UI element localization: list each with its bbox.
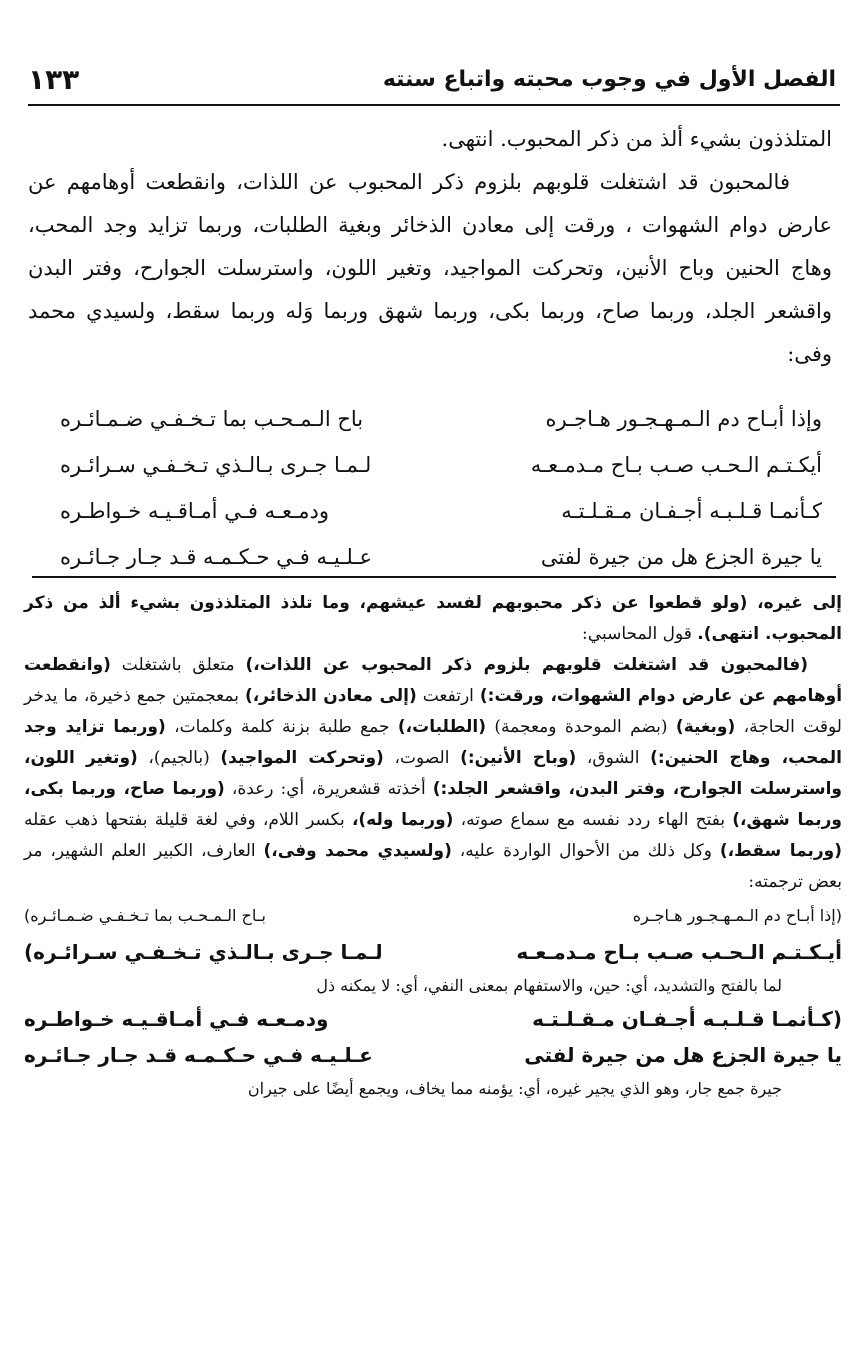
commentary-text: وكل ذلك من الأحوال الواردة عليه، [451,841,720,861]
commentary-quote: (وتحركت المواجيد) [220,748,384,768]
commentary-quote: (وربما وله)، [351,810,454,830]
commentary-text: جمع طلبة بزنة كلمة وكلمات، [165,717,398,737]
verse-first-hemistich: أيكـتـم الـحـب صـب بـاح مـدمـعـه [530,453,822,477]
page-number: ١٣٣ [28,62,80,96]
commentary-text: الصوت، [383,748,461,768]
commentary-paragraph-2 [24,650,842,898]
poem-verse [60,534,822,580]
commentary-verse [24,898,842,934]
verse-second-hemistich: ودمـعـه فـي أمـاقـيـه خـواطـره [24,1007,329,1031]
commentary-quote: (إلى معادن الذخائر،) [244,686,417,706]
verse-second-hemistich: عـلـيـه فـي حـكـمـه قـد جـار جـائـره [60,545,373,569]
commentary-text: (بضم الموحدة ومعجمة) [486,717,676,737]
commentary [24,588,842,1104]
verse-first-hemistich: أيـكـتـم الـحـب صـب بـاح مـدمـعـه [516,940,842,964]
commentary-quote: (وربما سقط،) [719,841,842,861]
commentary-quote: (وتغير اللون، واسترسلت الجوارح، وفتر البدن، واقشعر الجلد:) [24,748,842,799]
commentary-text: متعلق باشتغلت [110,655,246,675]
verse-first-hemistich: كـأنمـا قـلـبـه أجـفـان مـقـلـتـه [561,499,822,523]
chapter-title: الفصل الأول في وجوب محبته واتباع سنته [382,66,836,92]
verse-first-hemistich: وإذا أبـاح دم الـمـهـجـور هـاجـره [545,407,822,431]
commentary-text: (بالجيم)، [137,748,221,768]
commentary-note: جيرة جمع جار، وهو الذي يجير غيره، أي: يؤمنه مما يخاف، ويجمع أيضًا على جيران [247,1079,782,1098]
verse-second-hemistich: ودمـعـه فـي أمـاقـيـه خـواطـره [60,499,330,523]
verse-second-hemistich: باح الـمـحـب بما تـخـفـي ضـمـائـره [60,407,364,431]
verse-second-hemistich: لـمـا جـرى بـالـذي تـخـفـي سـرائـره [60,453,372,477]
verse-first-hemistich: (إذا أبـاح دم الـمـهـجـور هـاجـره [632,906,842,925]
verse-second-hemistich: عـلـيـه فـي حـكـمـه قـد جـار جـائـره [24,1043,373,1067]
verse-first-hemistich: (كـأنمـا قـلـبـه أجـفـان مـقـلـتـه [532,1007,842,1031]
commentary-text: بكسر اللام، وفي لغة قليلة بفتحها ذهب عقله [24,810,352,830]
main-paragraph-1: المتلذذون بشيء ألذ من ذكر المحبوب. انتهى. [441,127,832,151]
commentary-text: ارتفعت [416,686,480,706]
verse-first-hemistich: يا جيرة الجزع هل من جيرة لفتى [540,545,822,569]
commentary-note: لما بالفتح والتشديد، أي: حين، والاستفهام بمعنى النفي، أي: لا يمكنه ذل [316,976,782,995]
poem-verse [60,488,822,534]
header-rule [28,104,840,106]
verse-second-hemistich: لـمـا جـرى بـالـذي تـخـفـي سـرائـره) [24,940,383,964]
commentary-quote: (ولسيدي محمد وفى،) [263,841,452,861]
commentary-quote: (وربما صاح، وربما بكى، وربما شهق،) [24,779,842,830]
poem-verse [60,396,822,442]
commentary-text: أخذته قشعريرة، أي: رعدة، [224,779,433,799]
commentary-text: الشوق، [576,748,651,768]
commentary-quote: (فالمحبون قد اشتغلت قلوبهم بلزوم ذكر المحبوب عن اللذات،) [245,655,809,675]
poem [60,396,822,580]
commentary-quote: (وباح الأنين:) [460,748,577,768]
commentary-quote: (الطلبات،) [397,717,487,737]
verse-second-hemistich: بـاح الـمـحـب بما تـخـفـي ضـمـائـره) [24,906,266,925]
verse-first-hemistich: يا جيرة الجزع هل من جيرة لفتى [524,1043,842,1067]
commentary-verse [24,1037,842,1073]
commentary-verse [24,1001,842,1037]
commentary-quote: (وانقطعت أوهامهم عن عارض دوام الشهوات، ورقت:) [24,655,843,706]
main-paragraph-2: فالمحبون قد اشتغلت قلوبهم بلزوم ذكر المحبوب عن اللذات، وانقطعت أوهامهم عن عارض دوام الشهوات ، ورقت إلى معادن الذخائر وبغية الطلبات، وربما تزايد وجد المحب، وهاج الحنين وباح الأنين، وتحركت المواجيد، وتغير اللون، واسترسلت الجوارح، وفتر البدن واقشعر الجلد، وربما صاح، وربما بكى، وربما شهق وربما وَله وربما سقط، ولسيدي محمد وفى: [28,170,832,366]
commentary-text: بفتح الهاء ردد نفسه مع سماع صوته، [453,810,733,830]
commentary-verse [24,934,842,970]
main-text [28,118,832,376]
running-header [28,62,836,96]
commentary-quote: (وبغية) [675,717,736,737]
commentary-text: قول المحاسبي: [582,624,698,644]
commentary-quote: إلى غيره، (ولو قطعوا عن ذكر محبوبهم لفسد عيشهم، وما تلذذ المتلذذون بشيء ألذ من ذكر المحبوب. انتهى). [24,593,842,644]
commentary-quote: (وربما تزايد وجد المحب، وهاج الحنين:) [24,717,842,768]
commentary-paragraph-1 [24,588,842,650]
commentary-divider [32,576,836,578]
commentary-text: العارف، الكبير العلم الشهير، مر بعض ترجمته: [24,841,842,892]
commentary-text: بمعجمتين جمع ذخيرة، ما يدخر لوقت الحاجة، [24,686,842,737]
poem-verse [60,442,822,488]
